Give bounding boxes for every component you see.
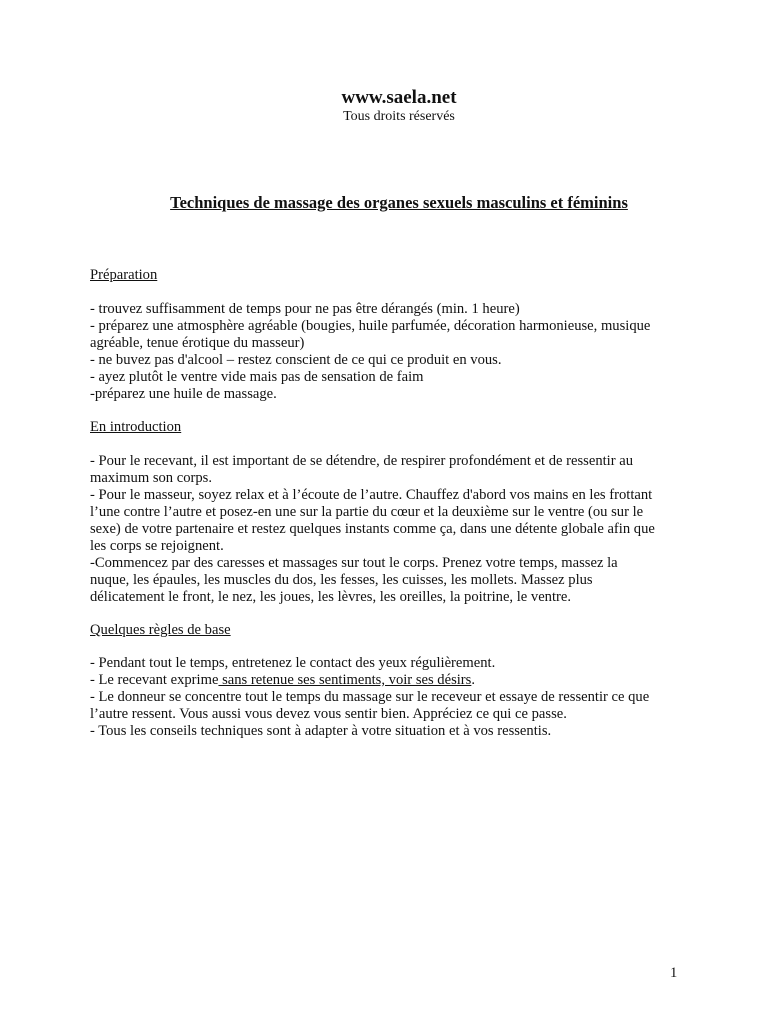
section-heading-rules: Quelques règles de base [90,622,231,638]
text-line: agréable, tenue érotique du masseur) [90,335,305,351]
text-line: l’autre ressent. Vous aussi vous devez vous sentir bien. Appréciez ce qui ce passe. [90,706,567,722]
section-heading-preparation: Préparation [90,267,158,283]
section-body-introduction [90,453,690,606]
text-line: délicatement le front, le nez, les joues, les lèvres, les oreilles, la poitrine, le ventre. [90,589,572,605]
document-title: Techniques de massage des organes sexuels masculins et féminins [170,193,628,212]
text-line: -Commencez par des caresses et massages sur tout le corps. Prenez votre temps, massez la [90,555,618,571]
section-body-preparation [90,301,690,403]
site-url: www.saela.net [341,87,457,108]
text-line: nuque, les épaules, les muscles du dos, les fesses, les cuisses, les mollets. Massez plus [90,572,593,588]
text-line: maximum son corps. [90,470,213,486]
text-line: -préparez une huile de massage. [90,386,277,402]
text-fragment: . [471,672,476,688]
section-heading-introduction: En introduction [90,419,182,435]
rights-notice: Tous droits réservés [343,109,455,124]
text-line: - préparez une atmosphère agréable (bougies, huile parfumée, décoration harmonieuse, musique [90,318,651,334]
text-line [90,672,690,689]
text-line: - ayez plutôt le ventre vide mais pas de sensation de faim [90,369,424,385]
text-line: - Le donneur se concentre tout le temps du massage sur le receveur et essaye de ressentir ce que [90,689,650,705]
text-line: sexe) de votre partenaire et restez quelques instants comme ça, dans une détente globale afin que [90,521,655,537]
text-line: - Tous les conseils techniques sont à adapter à votre situation et à vos ressentis. [90,723,552,739]
text-line: - ne buvez pas d'alcool – restez conscient de ce qui ce produit en vous. [90,352,502,368]
underlined-text: sans retenue ses sentiments, voir ses désirs [218,672,472,688]
section-body-rules [90,655,690,740]
text-line: - Pour le recevant, il est important de se détendre, de respirer profondément et de ressentir au [90,453,634,469]
text-line: - trouvez suffisamment de temps pour ne pas être dérangés (min. 1 heure) [90,301,520,317]
text-line: - Pendant tout le temps, entretenez le contact des yeux régulièrement. [90,655,496,671]
text-fragment: - Le recevant exprime [90,672,219,688]
page-number: 1 [670,965,678,981]
text-line: l’une contre l’autre et posez-en une sur la partie du cœur et la deuxième sur le ventre (ou sur le [90,504,644,520]
text-line: - Pour le masseur, soyez relax et à l’écoute de l’autre. Chauffez d'abord vos mains en les frottant [90,487,653,503]
text-line: les corps se rejoignent. [90,538,224,554]
